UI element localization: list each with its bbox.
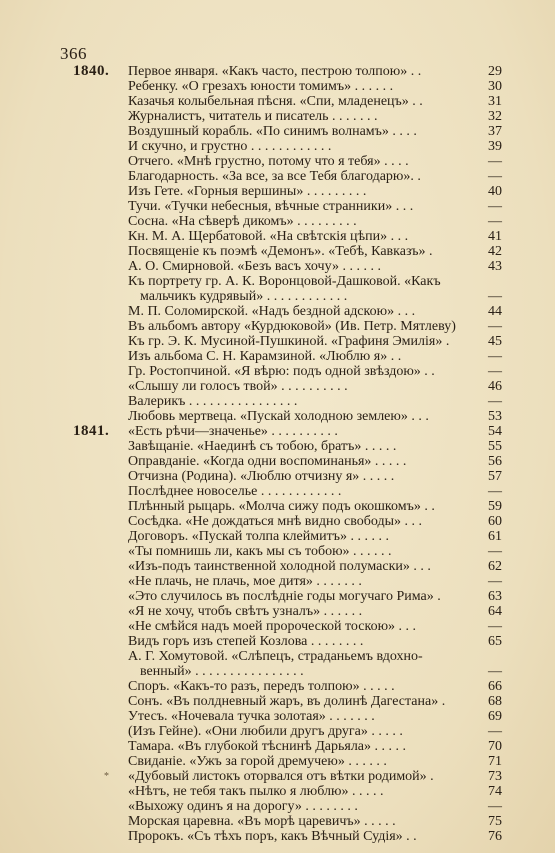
- entry-page-number: 44: [488, 304, 502, 319]
- toc-entry: [0, 649, 555, 664]
- entry-title: Воздушный корабль. «По синимъ волнамъ» . . . .: [128, 124, 417, 139]
- toc-entry: [0, 424, 555, 439]
- entry-page-number: 63: [488, 589, 502, 604]
- toc-entry: [0, 724, 555, 739]
- entry-title: Договоръ. «Пускай толпа клеймитъ» . . . . . .: [128, 529, 389, 544]
- entry-title: Кн. М. А. Щербатовой. «На свѣтскія цѣпи» . . .: [128, 229, 409, 244]
- toc-entry: [0, 454, 555, 469]
- entry-page-number: 59: [488, 499, 502, 514]
- toc-entry: [0, 109, 555, 124]
- toc-entry: [0, 574, 555, 589]
- entry-title: Утесъ. «Ночевала тучка золотая» . . . . . . .: [128, 709, 375, 724]
- entry-title: Ребенку. «О грезахъ юности томимъ» . . . . . .: [128, 79, 394, 94]
- entry-title: Отчего. «Мнѣ грустно, потому что я тебя» . . . .: [128, 154, 409, 169]
- entry-title: Тамара. «Въ глубокой тѣснинѣ Дарьяла» . . . . .: [128, 739, 407, 754]
- entry-page-number: —: [488, 169, 502, 184]
- toc-entry: [0, 559, 555, 574]
- entry-page-number: 46: [488, 379, 502, 394]
- entry-page-number: 29: [488, 64, 502, 79]
- entry-page-number: 42: [488, 244, 502, 259]
- entry-title: Отчизна (Родина). «Люблю отчизну я» . . . . .: [128, 469, 395, 484]
- entry-page-number: 61: [488, 529, 502, 544]
- entry-title: «Ты помнишь ли, какъ мы съ тобою» . . . . . .: [128, 544, 392, 559]
- entry-title: венный» . . . . . . . . . . . . . . . .: [140, 664, 304, 679]
- entry-page-number: 76: [488, 829, 502, 844]
- entry-page-number: 39: [488, 139, 502, 154]
- year-label: 1840.: [73, 63, 110, 79]
- entry-title: Любовь мертвеца. «Пускай холодною землею» . . .: [128, 409, 429, 424]
- toc-entry: [0, 544, 555, 559]
- toc-entry: [0, 244, 555, 259]
- entry-title: мальчикъ кудрявый» . . . . . . . . . . . .: [140, 289, 348, 304]
- entry-page-number: —: [488, 154, 502, 169]
- entry-title: Къ гр. Э. К. Мусиной-Пушкиной. «Графиня Эмилія» .: [128, 334, 450, 349]
- entry-page-number: 73: [488, 769, 502, 784]
- toc-entry: [0, 604, 555, 619]
- toc-entry: [0, 334, 555, 349]
- entry-title: «Я не хочу, чтобъ свѣтъ узналъ» . . . . . .: [128, 604, 363, 619]
- toc-entry: [0, 499, 555, 514]
- entry-page-number: 31: [488, 94, 502, 109]
- toc-entry: [0, 349, 555, 364]
- entry-page-number: —: [488, 574, 502, 589]
- entry-title: «Изъ-подъ таинственной холодной полумаски» . . .: [128, 559, 431, 574]
- toc-entry: [0, 439, 555, 454]
- toc-entry: [0, 784, 555, 799]
- entry-title: Морская царевна. «Въ морѣ царевичъ» . . . . .: [128, 814, 396, 829]
- entry-title: Оправданіе. «Когда одни воспоминанья» . . . . .: [128, 454, 407, 469]
- toc-entry: [0, 379, 555, 394]
- page-number: 366: [60, 44, 87, 63]
- entry-page-number: 64: [488, 604, 502, 619]
- entry-title: Благодарность. «За все, за все Тебя благодарю». .: [128, 169, 421, 184]
- entry-title: Первое января. «Какъ часто, пестрою толпою» . .: [128, 64, 422, 79]
- entry-title: Посвященіе къ поэмѣ «Демонъ». «Тебѣ, Кавказъ» .: [128, 244, 433, 259]
- entry-page-number: 75: [488, 814, 502, 829]
- entry-page-number: 43: [488, 259, 502, 274]
- toc-entry: [0, 289, 555, 304]
- toc-entry: [0, 589, 555, 604]
- entry-title: «Не смѣйся надъ моей пророческой тоскою» . . .: [128, 619, 417, 634]
- entry-title: «Слышу ли голосъ твой» . . . . . . . . . .: [128, 379, 348, 394]
- toc-entry: [0, 304, 555, 319]
- entry-page-number: —: [488, 364, 502, 379]
- entry-title: (Изъ Гейне). «Они любили другъ друга» . . . . .: [128, 724, 403, 739]
- entry-page-number: —: [488, 724, 502, 739]
- toc-entry: [0, 814, 555, 829]
- entry-page-number: 32: [488, 109, 502, 124]
- entry-page-number: 40: [488, 184, 502, 199]
- entry-page-number: 70: [488, 739, 502, 754]
- entry-page-number: —: [488, 199, 502, 214]
- margin-mark: *: [104, 771, 109, 782]
- toc-entry: [0, 769, 555, 784]
- entry-page-number: 56: [488, 454, 502, 469]
- toc-entry: [0, 469, 555, 484]
- toc-entry: [0, 664, 555, 679]
- entry-title: Видъ горъ изъ степей Козлова . . . . . . . .: [128, 634, 364, 649]
- entry-page-number: —: [488, 289, 502, 304]
- entry-page-number: —: [488, 664, 502, 679]
- toc-entry: [0, 154, 555, 169]
- entry-title: Плѣнный рыцарь. «Молча сижу подъ окошкомъ» . .: [128, 499, 435, 514]
- entry-page-number: 69: [488, 709, 502, 724]
- entry-page-number: 53: [488, 409, 502, 424]
- toc-entry: [0, 319, 555, 334]
- entry-page-number: 57: [488, 469, 502, 484]
- entry-page-number: —: [488, 544, 502, 559]
- toc-entry: [0, 364, 555, 379]
- toc-entry: [0, 199, 555, 214]
- entry-title: Послѣднее новоселье . . . . . . . . . . . .: [128, 484, 342, 499]
- entry-title: Гр. Ростопчиной. «Я вѣрю: подъ одной звѣздою» . .: [128, 364, 435, 379]
- entry-page-number: 60: [488, 514, 502, 529]
- entry-title: Сонъ. «Въ полдневный жаръ, въ долинѣ Дагестана» .: [128, 694, 446, 709]
- entry-page-number: 54: [488, 424, 502, 439]
- toc-entry: [0, 139, 555, 154]
- entry-page-number: —: [488, 484, 502, 499]
- toc-entry: [0, 799, 555, 814]
- toc-entry: [0, 274, 555, 289]
- entry-title: И скучно, и грустно . . . . . . . . . . . .: [128, 139, 332, 154]
- toc-entry: [0, 739, 555, 754]
- year-label: 1841.: [73, 423, 110, 439]
- entry-page-number: —: [488, 619, 502, 634]
- toc-entry: [0, 214, 555, 229]
- entry-page-number: —: [488, 319, 502, 334]
- entry-title: Свиданіе. «Ужъ за горой дремучею» . . . . . .: [128, 754, 387, 769]
- entry-title: Изъ альбома С. Н. Карамзиной. «Люблю я» . .: [128, 349, 402, 364]
- entry-page-number: 65: [488, 634, 502, 649]
- toc-entry: [0, 514, 555, 529]
- toc-entry: [0, 409, 555, 424]
- entry-title: М. П. Соломирской. «Надъ бездной адскою» . . .: [128, 304, 416, 319]
- toc-entry: [0, 829, 555, 844]
- toc-entry: [0, 79, 555, 94]
- toc-entry: [0, 679, 555, 694]
- toc-entry: [0, 169, 555, 184]
- entry-title: Споръ. «Какъ-то разъ, передъ толпою» . . . . .: [128, 679, 395, 694]
- toc-entry: [0, 694, 555, 709]
- entry-page-number: 66: [488, 679, 502, 694]
- entry-title: «Есть рѣчи—значенье» . . . . . . . . . .: [128, 424, 338, 439]
- toc-entry: [0, 484, 555, 499]
- entry-title: Сосна. «На сѣверѣ дикомъ» . . . . . . . . .: [128, 214, 357, 229]
- entry-page-number: 55: [488, 439, 502, 454]
- entry-page-number: 74: [488, 784, 502, 799]
- toc-entry: [0, 64, 555, 79]
- entry-title: Казачья колыбельная пѣсня. «Спи, младенецъ» . .: [128, 94, 423, 109]
- entry-title: Пророкъ. «Съ тѣхъ поръ, какъ Вѣчный Судія» . .: [128, 829, 417, 844]
- entry-title: «Не плачь, не плачь, мое дитя» . . . . . . .: [128, 574, 362, 589]
- entry-title: Къ портрету гр. А. К. Воронцовой-Дашковой. «Какъ: [128, 274, 441, 289]
- toc-entry: [0, 394, 555, 409]
- table-of-contents: [0, 64, 555, 844]
- toc-entry: [0, 529, 555, 544]
- toc-entry: [0, 94, 555, 109]
- entry-page-number: —: [488, 799, 502, 814]
- entry-page-number: 30: [488, 79, 502, 94]
- entry-page-number: —: [488, 349, 502, 364]
- entry-page-number: 68: [488, 694, 502, 709]
- entry-title: «Это случилось въ послѣдніе годы могучаго Рима» .: [128, 589, 441, 604]
- entry-title: Тучи. «Тучки небесныя, вѣчные странники» . . .: [128, 199, 414, 214]
- entry-title: «Дубовый листокъ оторвался отъ вѣтки родимой» .: [128, 769, 434, 784]
- entry-page-number: 37: [488, 124, 502, 139]
- entry-title: «Нѣтъ, не тебя такъ пылко я люблю» . . . . .: [128, 784, 384, 799]
- entry-page-number: 45: [488, 334, 502, 349]
- entry-title: А. Г. Хомутовой. «Слѣпецъ, страданьемъ вдохно-: [128, 649, 423, 664]
- entry-page-number: —: [488, 214, 502, 229]
- entry-title: Завѣщаніе. «Наединѣ съ тобою, братъ» . . . . .: [128, 439, 397, 454]
- toc-entry: [0, 619, 555, 634]
- entry-title: Валерикъ . . . . . . . . . . . . . . . .: [128, 394, 298, 409]
- toc-entry: [0, 229, 555, 244]
- entry-title: Журналистъ, читатель и писатель . . . . . . .: [128, 109, 378, 124]
- entry-title: Въ альбомъ автору «Курдюковой» (Ив. Петр. Мятлеву): [128, 319, 456, 334]
- toc-entry: [0, 124, 555, 139]
- entry-title: «Выхожу одинъ я на дорогу» . . . . . . . .: [128, 799, 358, 814]
- toc-entry: [0, 259, 555, 274]
- entry-title: Изъ Гете. «Горныя вершины» . . . . . . . . .: [128, 184, 367, 199]
- toc-entry: [0, 184, 555, 199]
- entry-page-number: —: [488, 394, 502, 409]
- entry-title: Сосѣдка. «Не дождаться мнѣ видно свободы» . . .: [128, 514, 422, 529]
- toc-entry: [0, 754, 555, 769]
- toc-entry: [0, 709, 555, 724]
- entry-page-number: 41: [488, 229, 502, 244]
- entry-title: А. О. Смирновой. «Безъ васъ хочу» . . . . . .: [128, 259, 381, 274]
- entry-page-number: 62: [488, 559, 502, 574]
- toc-entry: [0, 634, 555, 649]
- entry-page-number: 71: [488, 754, 502, 769]
